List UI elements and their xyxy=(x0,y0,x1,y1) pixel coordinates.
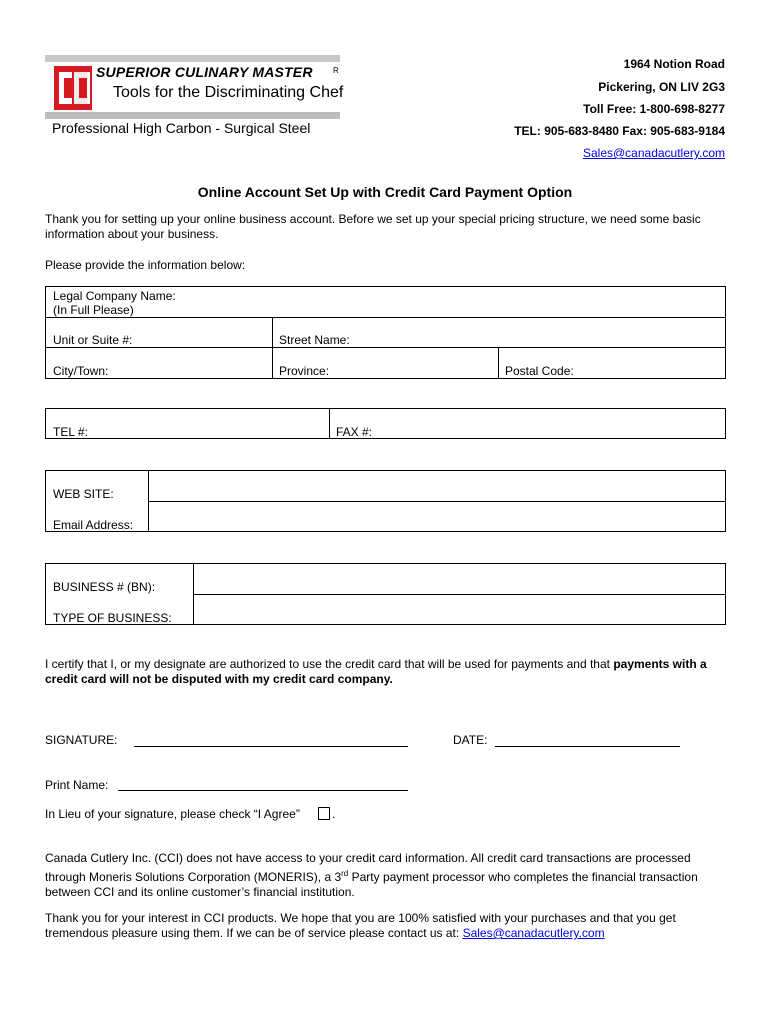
business-number-label: BUSINESS # (BN): xyxy=(53,580,156,594)
row-divider xyxy=(46,317,725,318)
cci-superscript: rd xyxy=(341,869,349,878)
address-street: 1964 Notion Road xyxy=(623,57,725,71)
logo-registered-mark: R xyxy=(333,66,339,75)
company-info-table xyxy=(45,286,726,379)
cci-disclaimer xyxy=(45,851,725,900)
col-divider xyxy=(193,564,194,624)
row-divider xyxy=(193,594,725,595)
address-tollfree: Toll Free: 1-800-698-8277 xyxy=(583,102,725,116)
agree-text-label: In Lieu of your signature, please check “I Agree” xyxy=(45,807,300,821)
certify-text-bold: payments with a credit card will not be disputed with my credit card company. xyxy=(45,657,707,686)
legal-company-name-label: Legal Company Name: xyxy=(53,289,176,303)
email-address-label: Email Address: xyxy=(53,518,134,532)
date-line[interactable] xyxy=(495,746,680,747)
cci-logo-icon xyxy=(54,66,92,110)
logo-top-band xyxy=(45,55,340,62)
web-table xyxy=(45,470,726,532)
thanks-email-link[interactable]: Sales@canadacutlery.com xyxy=(462,926,605,940)
legal-company-name-sublabel: (In Full Please) xyxy=(53,303,134,317)
thanks-text-body: Thank you for your interest in CCI products. We hope that you are 100% satisfied with your purchases and that you get tremendous pleasure using them. If we can be of service please contact us at: xyxy=(45,911,676,940)
row-divider xyxy=(46,347,725,348)
print-name-line[interactable] xyxy=(118,790,408,791)
cci-disclaimer-part1: Canada Cutlery Inc. (CCI) does not have access to your credit card information. All credit card transactions are processed through Moneris Solutions Corporation (MONERIS), a 3 xyxy=(45,851,691,884)
unit-suite-label: Unit or Suite #: xyxy=(53,333,133,347)
signature-line[interactable] xyxy=(134,746,408,747)
phone-table xyxy=(45,408,726,439)
certify-text xyxy=(45,657,725,687)
logo-divider xyxy=(45,112,340,119)
i-agree-checkbox[interactable] xyxy=(318,807,330,820)
business-table xyxy=(45,563,726,625)
print-name-label: Print Name: xyxy=(45,778,109,792)
address-telfax: TEL: 905-683-8480 Fax: 905-683-9184 xyxy=(514,124,725,138)
address-city: Pickering, ON LIV 2G3 xyxy=(598,80,725,94)
street-name-label: Street Name: xyxy=(279,333,350,347)
logo-tagline: Tools for the Discriminating Chef xyxy=(113,84,344,101)
cci-disclaimer-part2: Party payment processor who completes the financial transaction between CCI and its online customer’s financial institution. xyxy=(45,870,698,899)
business-type-label: TYPE OF BUSINESS: xyxy=(53,611,172,625)
address-email-link[interactable]: Sales@canadacutlery.com xyxy=(582,146,725,160)
province-label: Province: xyxy=(279,364,330,378)
intro-text: Thank you for setting up your online business account. Before we set up your special pricing structure, we need some basic information about your business. xyxy=(45,212,701,241)
col-divider xyxy=(329,409,330,438)
website-label: WEB SITE: xyxy=(53,487,114,501)
logo-name: SUPERIOR CULINARY MASTER xyxy=(96,64,313,80)
row-divider xyxy=(148,501,725,502)
signature-label: SIGNATURE: xyxy=(45,733,118,747)
thanks-text xyxy=(45,911,725,941)
col-divider xyxy=(148,471,149,531)
tel-label: TEL #: xyxy=(53,425,88,439)
agree-text xyxy=(45,807,300,821)
city-town-label: City/Town: xyxy=(53,364,109,378)
col-divider xyxy=(272,317,273,378)
date-label: DATE: xyxy=(453,733,488,747)
agree-period: . xyxy=(332,807,336,821)
provide-text: Please provide the information below: xyxy=(45,258,246,272)
fax-label: FAX #: xyxy=(336,425,373,439)
logo-steel-text: Professional High Carbon - Surgical Steel xyxy=(52,120,311,136)
postal-code-label: Postal Code: xyxy=(505,364,574,378)
page-title: Online Account Set Up with Credit Card Payment Option xyxy=(197,184,573,200)
certify-text-start: I certify that I, or my designate are authorized to use the credit card that will be used for payments and that xyxy=(45,657,614,671)
col-divider xyxy=(498,347,499,378)
